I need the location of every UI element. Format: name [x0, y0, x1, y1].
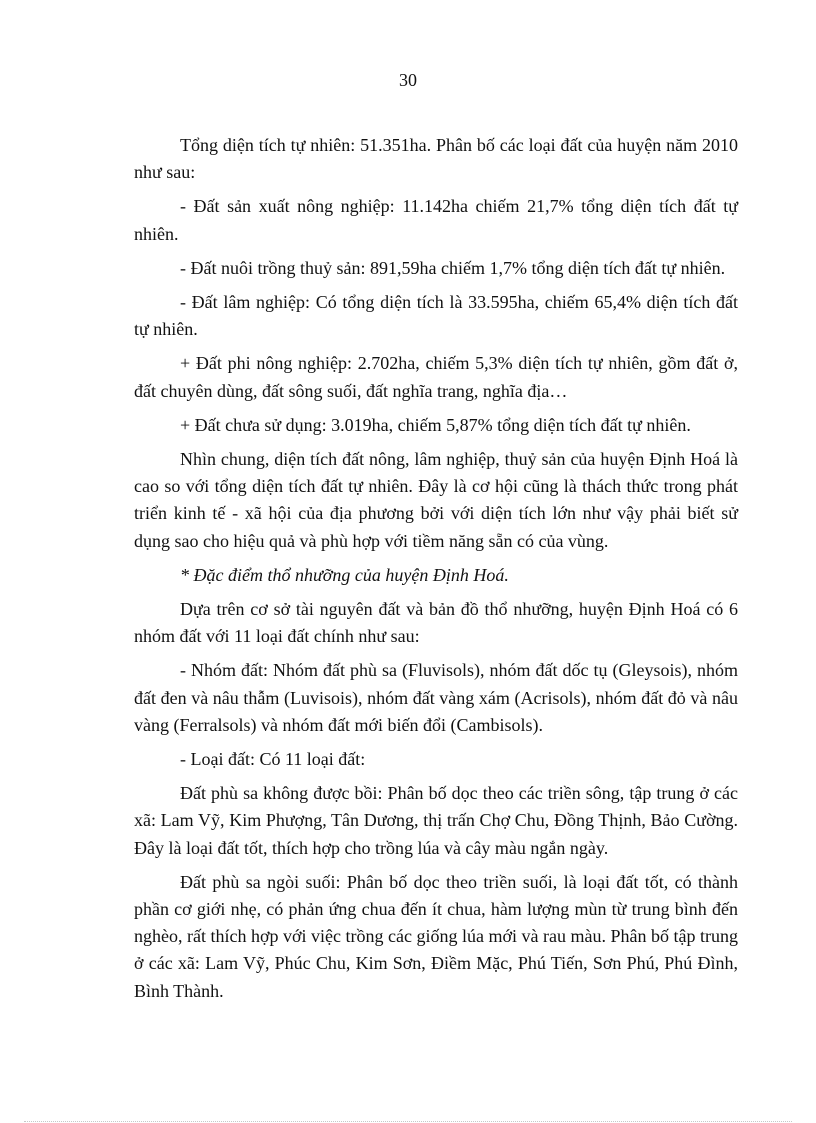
paragraph-soil-groups: - Nhóm đất: Nhóm đất phù sa (Fluvisols), nhóm đất dốc tụ (Gleysois), nhóm đất đen và nâu thẫm (Luvisois), nhóm đất vàng xám (Acrisols), nhóm đất đỏ và nâu vàng (Ferralsols) và nhóm đất mới biến đổi (Cambisols). [134, 660, 738, 735]
paragraph-forestry-land: - Đất lâm nghiệp: Có tổng diện tích là 33.595ha, chiếm 65,4% diện tích đất tự nhiên. [134, 292, 738, 340]
paragraph-agricultural-land: - Đất sản xuất nông nghiệp: 11.142ha chiếm 21,7% tổng diện tích đất tự nhiên. [134, 196, 738, 244]
paragraph-aquaculture-land: - Đất nuôi trồng thuỷ sản: 891,59ha chiếm 1,7% tổng diện tích đất tự nhiên. [180, 257, 726, 278]
paragraph-soil-types-intro: - Loại đất: Có 11 loại đất: [180, 749, 366, 770]
section-heading-soil: * Đặc điểm thổ nhưỡng của huyện Định Hoá. [180, 564, 509, 585]
paragraph-soil-basis: Dựa trên cơ sở tài nguyên đất và bản đồ thổ nhưỡng, huyện Định Hoá có 6 nhóm đất với 11 loại đất chính như sau: [134, 599, 738, 647]
paragraph-stream-alluvial-soil: Đất phù sa ngòi suối: Phân bố dọc theo triền suối, là loại đất tốt, có thành phần cơ giới nhẹ, có phản ứng chua đến ít chua, hàm lượng mùn từ trung bình đến nghèo, rất thích hợp với việc trồng các giống lúa mới và rau màu. Phân bố tập trung ở các xã: Lam Vỹ, Phúc Chu, Kim Sơn, Điềm Mặc, Phú Tiến, Sơn Phú, Phú Đình, Bình Thành. [134, 871, 738, 1001]
page-bottom-divider [24, 1121, 792, 1122]
paragraph-total-area: Tổng diện tích tự nhiên: 51.351ha. Phân bố các loại đất của huyện năm 2010 như sau: [134, 135, 738, 183]
paragraph-alluvial-soil: Đất phù sa không được bồi: Phân bố dọc theo các triền sông, tập trung ở các xã: Lam Vỹ, Kim Phượng, Tân Dương, thị trấn Chợ Chu, Đồng Thịnh, Bảo Cường. Đây là loại đất tốt, thích hợp cho trồng lúa và cây màu ngắn ngày. [134, 783, 738, 858]
page-number: 30 [399, 70, 417, 90]
paragraph-unused-land: + Đất chưa sử dụng: 3.019ha, chiếm 5,87% tổng diện tích đất tự nhiên. [180, 414, 691, 435]
document-body [134, 132, 738, 1012]
paragraph-overview: Nhìn chung, diện tích đất nông, lâm nghiệp, thuỷ sản của huyện Định Hoá là cao so với tổng diện tích đất tự nhiên. Đây là cơ hội cũng là thách thức trong phát triển kinh tế - xã hội của địa phương bởi với diện tích lớn như vậy phải biết sử dụng sao cho hiệu quả và phù hợp với tiềm năng sẵn có của vùng. [134, 449, 738, 551]
paragraph-non-agricultural-land: + Đất phi nông nghiệp: 2.702ha, chiếm 5,3% diện tích tự nhiên, gồm đất ở, đất chuyên dùng, đất sông suối, đất nghĩa trang, nghĩa địa… [134, 353, 738, 401]
